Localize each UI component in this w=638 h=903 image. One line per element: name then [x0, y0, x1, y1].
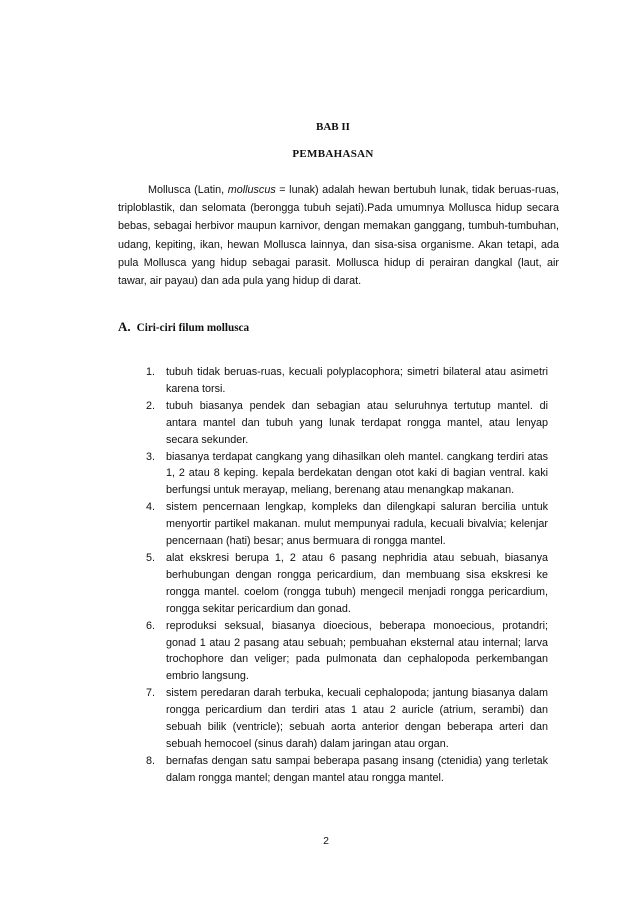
list-item — [136, 364, 548, 398]
list-item-number: 2. — [146, 399, 156, 412]
list-item-number: 5. — [146, 551, 156, 564]
list-item-text: alat ekskresi berupa 1, 2 atau 6 pasang nephridia atau sebuah, biasanya berhubungan dengan rongga pericardium, dan membuang sisa ekskresi ke rongga mantel. coelom (rongga tubuh) mengecil menjadi rongga pericardium, rongga sekitar pericardium dan gonad. — [166, 551, 548, 615]
list-item-number: 4. — [146, 501, 156, 514]
list-item — [136, 550, 548, 618]
list-item-text: sistem peredaran darah terbuka, kecuali cephalopoda; jantung biasanya dalam rongga pericardium dan terdiri atas 1 atau 2 auricle (atrium, serambi) dan sebuah bilik (ventricle); sebuah aorta anterior dengan beberapa arteri dan sebuah hemocoel (sinus darah) dalam jaringan atau organ. — [166, 687, 548, 750]
list-item-number: 7. — [146, 687, 156, 700]
intro-lead: Mollusca (Latin, — [148, 184, 228, 196]
list-item-text: bernafas dengan satu sampai beberapa pasang insang (ctenidia) yang terletak dalam rongga mantel; dengan mantel atau rongga mantel. — [166, 754, 548, 784]
intro-latin-term: molluscus — [227, 184, 276, 196]
list-item-text: sistem pencernaan lengkap, kompleks dan dilengkapi saluran bercilia untuk menyortir partikel makanan. mulut mempunyai radula, kecuali bivalvia; kelenjar pencernaan (hati) besar; anus bermuara di rongga mantel. — [166, 501, 548, 548]
intro-paragraph — [118, 181, 559, 290]
page-number: 2 — [323, 835, 329, 847]
list-item-number: 1. — [146, 366, 156, 378]
chapter-label: BAB II — [316, 121, 350, 133]
intro-rest: = lunak) adalah hewan bertubuh lunak, tidak beruas-ruas, triploblastik, dan selomata (berongga tubuh sejati).Pada umumnya Mollusca hidup secara bebas, sebagai herbivor maupun karnivor, dengan memakan ganggang, tumbuh-tumbuhan, udang, kepiting, ikan, hewan Mollusca lainnya, dan sisa-sisa organisme. Akan tetapi, ada pula Mollusca yang hidup sebagai parasit. Mollusca hidup di perairan dangkal (laut, air tawar, air payau) dan ada pula yang hidup di darat. — [118, 184, 559, 288]
list-item — [136, 449, 548, 500]
list-item-text: biasanya terdapat cangkang yang dihasilkan oleh mantel. cangkang terdiri atas 1, 2 atau 8 keping. kepala berdekatan dengan otot kaki di bagian ventral. kaki berfungsi untuk merayap, meliang, berenang atau menangkap makanan. — [166, 450, 548, 497]
list-item — [136, 685, 548, 753]
criteria-list — [136, 364, 548, 787]
list-item — [136, 618, 548, 686]
list-item-text: reproduksi seksual, biasanya dioecious, beberapa monoecious, protandri; gonad 1 atau 2 pasang atau sebuah; pembuahan eksternal atau internal; larva trochophore dan veliger; pada pulmonata dan cephalopoda perkembangan embrio langsung. — [166, 619, 548, 683]
list-item — [136, 753, 548, 787]
list-item-number: 3. — [146, 450, 156, 463]
list-item — [136, 499, 548, 550]
section-letter: A. — [118, 319, 131, 334]
list-item-number: 6. — [146, 619, 156, 632]
section-title: Ciri-ciri filum mollusca — [136, 322, 250, 334]
list-item-text: tubuh tidak beruas-ruas, kecuali polyplacophora; simetri bilateral atau asimetri karena torsi. — [166, 366, 548, 395]
section-heading — [118, 319, 249, 335]
list-item — [136, 398, 548, 449]
list-item-text: tubuh biasanya pendek dan sebagian atau seluruhnya tertutup mantel. di antara mantel dan tubuh yang lunak terdapat rongga mantel, atau lenyap secara sekunder. — [166, 399, 548, 446]
list-item-number: 8. — [146, 754, 156, 767]
chapter-title: PEMBAHASAN — [292, 148, 374, 160]
